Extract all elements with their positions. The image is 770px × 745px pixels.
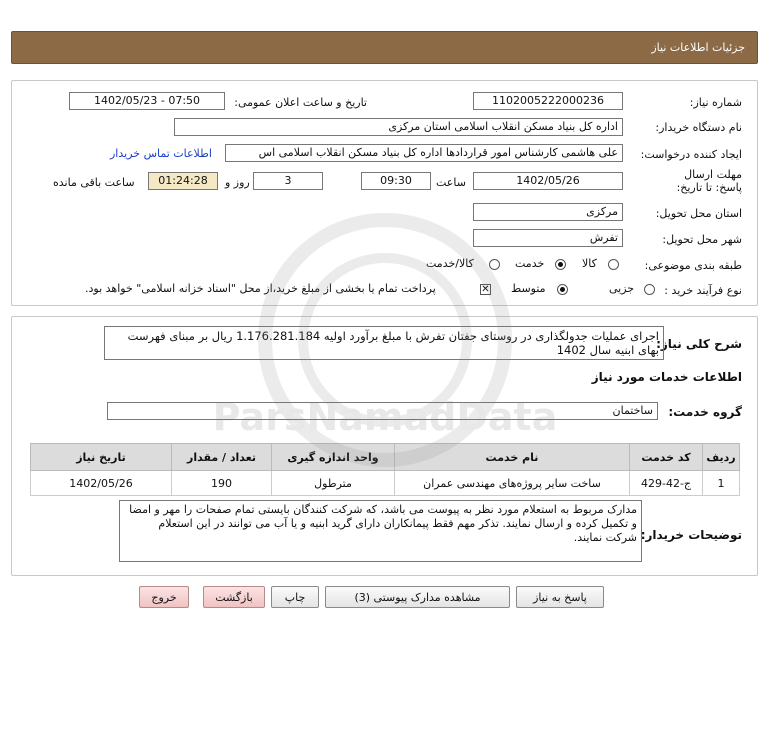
cell-need-date: 1402/05/26 xyxy=(31,471,172,496)
page-title: جزئیات اطلاعات نیاز xyxy=(651,41,745,54)
buyer-org-field[interactable]: اداره کل بنیاد مسکن انقلاب اسلامی استان مرکزی xyxy=(174,118,623,136)
exit-button[interactable]: خروج xyxy=(139,586,189,608)
cell-service-code: ج-42-429 xyxy=(630,471,703,496)
col-quantity: تعداد / مقدار xyxy=(172,444,272,471)
service-group-label: گروه خدمت: xyxy=(668,405,742,419)
col-service-code: کد خدمت xyxy=(630,444,703,471)
category-option-goods: کالا xyxy=(582,257,597,270)
process-option-medium: متوسط xyxy=(511,282,546,295)
col-row-number: ردیف xyxy=(703,444,740,471)
cell-service-name: ساخت سایر پروژه‌های مهندسی عمران xyxy=(395,471,630,496)
need-number-label: شماره نیاز: xyxy=(689,96,742,109)
buyer-contact-link[interactable]: اطلاعات تماس خریدار xyxy=(110,147,212,160)
print-button[interactable]: چاپ xyxy=(271,586,319,608)
col-service-name: نام خدمت xyxy=(395,444,630,471)
announce-field[interactable]: 1402/05/23 - 07:50 xyxy=(69,92,225,110)
col-need-date: تاریخ نیاز xyxy=(31,444,172,471)
description-label: شرح کلی نیاز: xyxy=(656,337,742,351)
announce-label: تاریخ و ساعت اعلان عمومی: xyxy=(234,96,367,109)
description-field[interactable]: اجرای عملیات جدولگذاری در روستای جفتان تفرش با مبلغ برآورد اولیه 1.176.281.184 ریال بر مبنای فهرست بهای ابنیه سال 1402 xyxy=(104,326,664,360)
buyer-notes-field[interactable]: مدارک مربوط به استعلام مورد نظر به پیوست می باشد، که شرکت کنندگان بایستی تمام صفحات را مهر و امضا و تکمیل کرده و ارسال نمایند. تذکر مهم فقط پیمانکاران دارای گرید ابنیه و یا آب می توانند در این استعلام شرکت نمایند. xyxy=(119,500,642,562)
services-heading: اطلاعات خدمات مورد نیاز xyxy=(591,370,742,384)
col-unit: واحد اندازه گیری xyxy=(272,444,395,471)
service-group-field[interactable]: ساختمان xyxy=(107,402,658,420)
process-radio-medium[interactable] xyxy=(557,284,568,295)
category-label: طبقه بندی موضوعی: xyxy=(644,259,742,272)
need-number-field[interactable]: 1102005222000236 xyxy=(473,92,623,110)
back-button[interactable]: بازگشت xyxy=(203,586,265,608)
treasury-checkbox[interactable]: ✕ xyxy=(481,284,490,295)
process-option-minor: جزیی xyxy=(609,282,635,295)
table-row[interactable] xyxy=(31,471,740,496)
attachments-button[interactable]: مشاهده مدارک پیوستی (3) xyxy=(325,586,510,608)
days-field[interactable]: 3 xyxy=(253,172,323,190)
deadline-date-field[interactable]: 1402/05/26 xyxy=(473,172,623,190)
remaining-time-label: ساعت باقی مانده xyxy=(53,176,135,189)
services-table xyxy=(30,443,740,496)
page-header xyxy=(11,31,758,64)
category-radio-service[interactable] xyxy=(555,259,566,270)
city-field[interactable]: تفرش xyxy=(473,229,623,247)
need-info-panel xyxy=(11,80,758,306)
cell-row-number: 1 xyxy=(703,471,740,496)
buyer-notes-label: توضیحات خریدار: xyxy=(640,528,742,542)
category-option-goods-service: کالا/خدمت xyxy=(426,257,474,270)
cell-unit: مترطول xyxy=(272,471,395,496)
province-field[interactable]: مرکزی xyxy=(473,203,623,221)
deadline-time-field[interactable]: 09:30 xyxy=(361,172,431,190)
deadline-label: مهلت ارسال پاسخ: تا تاریخ: xyxy=(676,168,742,194)
cell-quantity: 190 xyxy=(172,471,272,496)
category-option-service: خدمت xyxy=(515,257,545,270)
category-radio-goods-service[interactable] xyxy=(489,259,500,270)
province-label: استان محل تحویل: xyxy=(655,207,742,220)
remaining-time-field: 01:24:28 xyxy=(148,172,218,190)
buyer-org-label: نام دستگاه خریدار: xyxy=(655,121,742,134)
need-details-panel xyxy=(11,316,758,576)
days-label: روز و xyxy=(225,176,250,189)
creator-label: ایجاد کننده درخواست: xyxy=(640,148,742,161)
treasury-note: پرداخت تمام یا بخشی از مبلغ خرید،از محل "اسناد خزانه اسلامی" خواهد بود. xyxy=(85,282,436,295)
reply-button[interactable]: پاسخ به نیاز xyxy=(516,586,604,608)
creator-field[interactable]: علی هاشمی کارشناس امور قراردادها اداره کل بنیاد مسکن انقلاب اسلامی اس xyxy=(225,144,623,162)
process-label: نوع فرآیند خرید : xyxy=(664,284,742,297)
services-table-header xyxy=(31,444,740,471)
process-radio-minor[interactable] xyxy=(644,284,655,295)
deadline-time-label: ساعت xyxy=(436,176,466,189)
category-radio-goods[interactable] xyxy=(608,259,619,270)
city-label: شهر محل تحویل: xyxy=(662,233,742,246)
